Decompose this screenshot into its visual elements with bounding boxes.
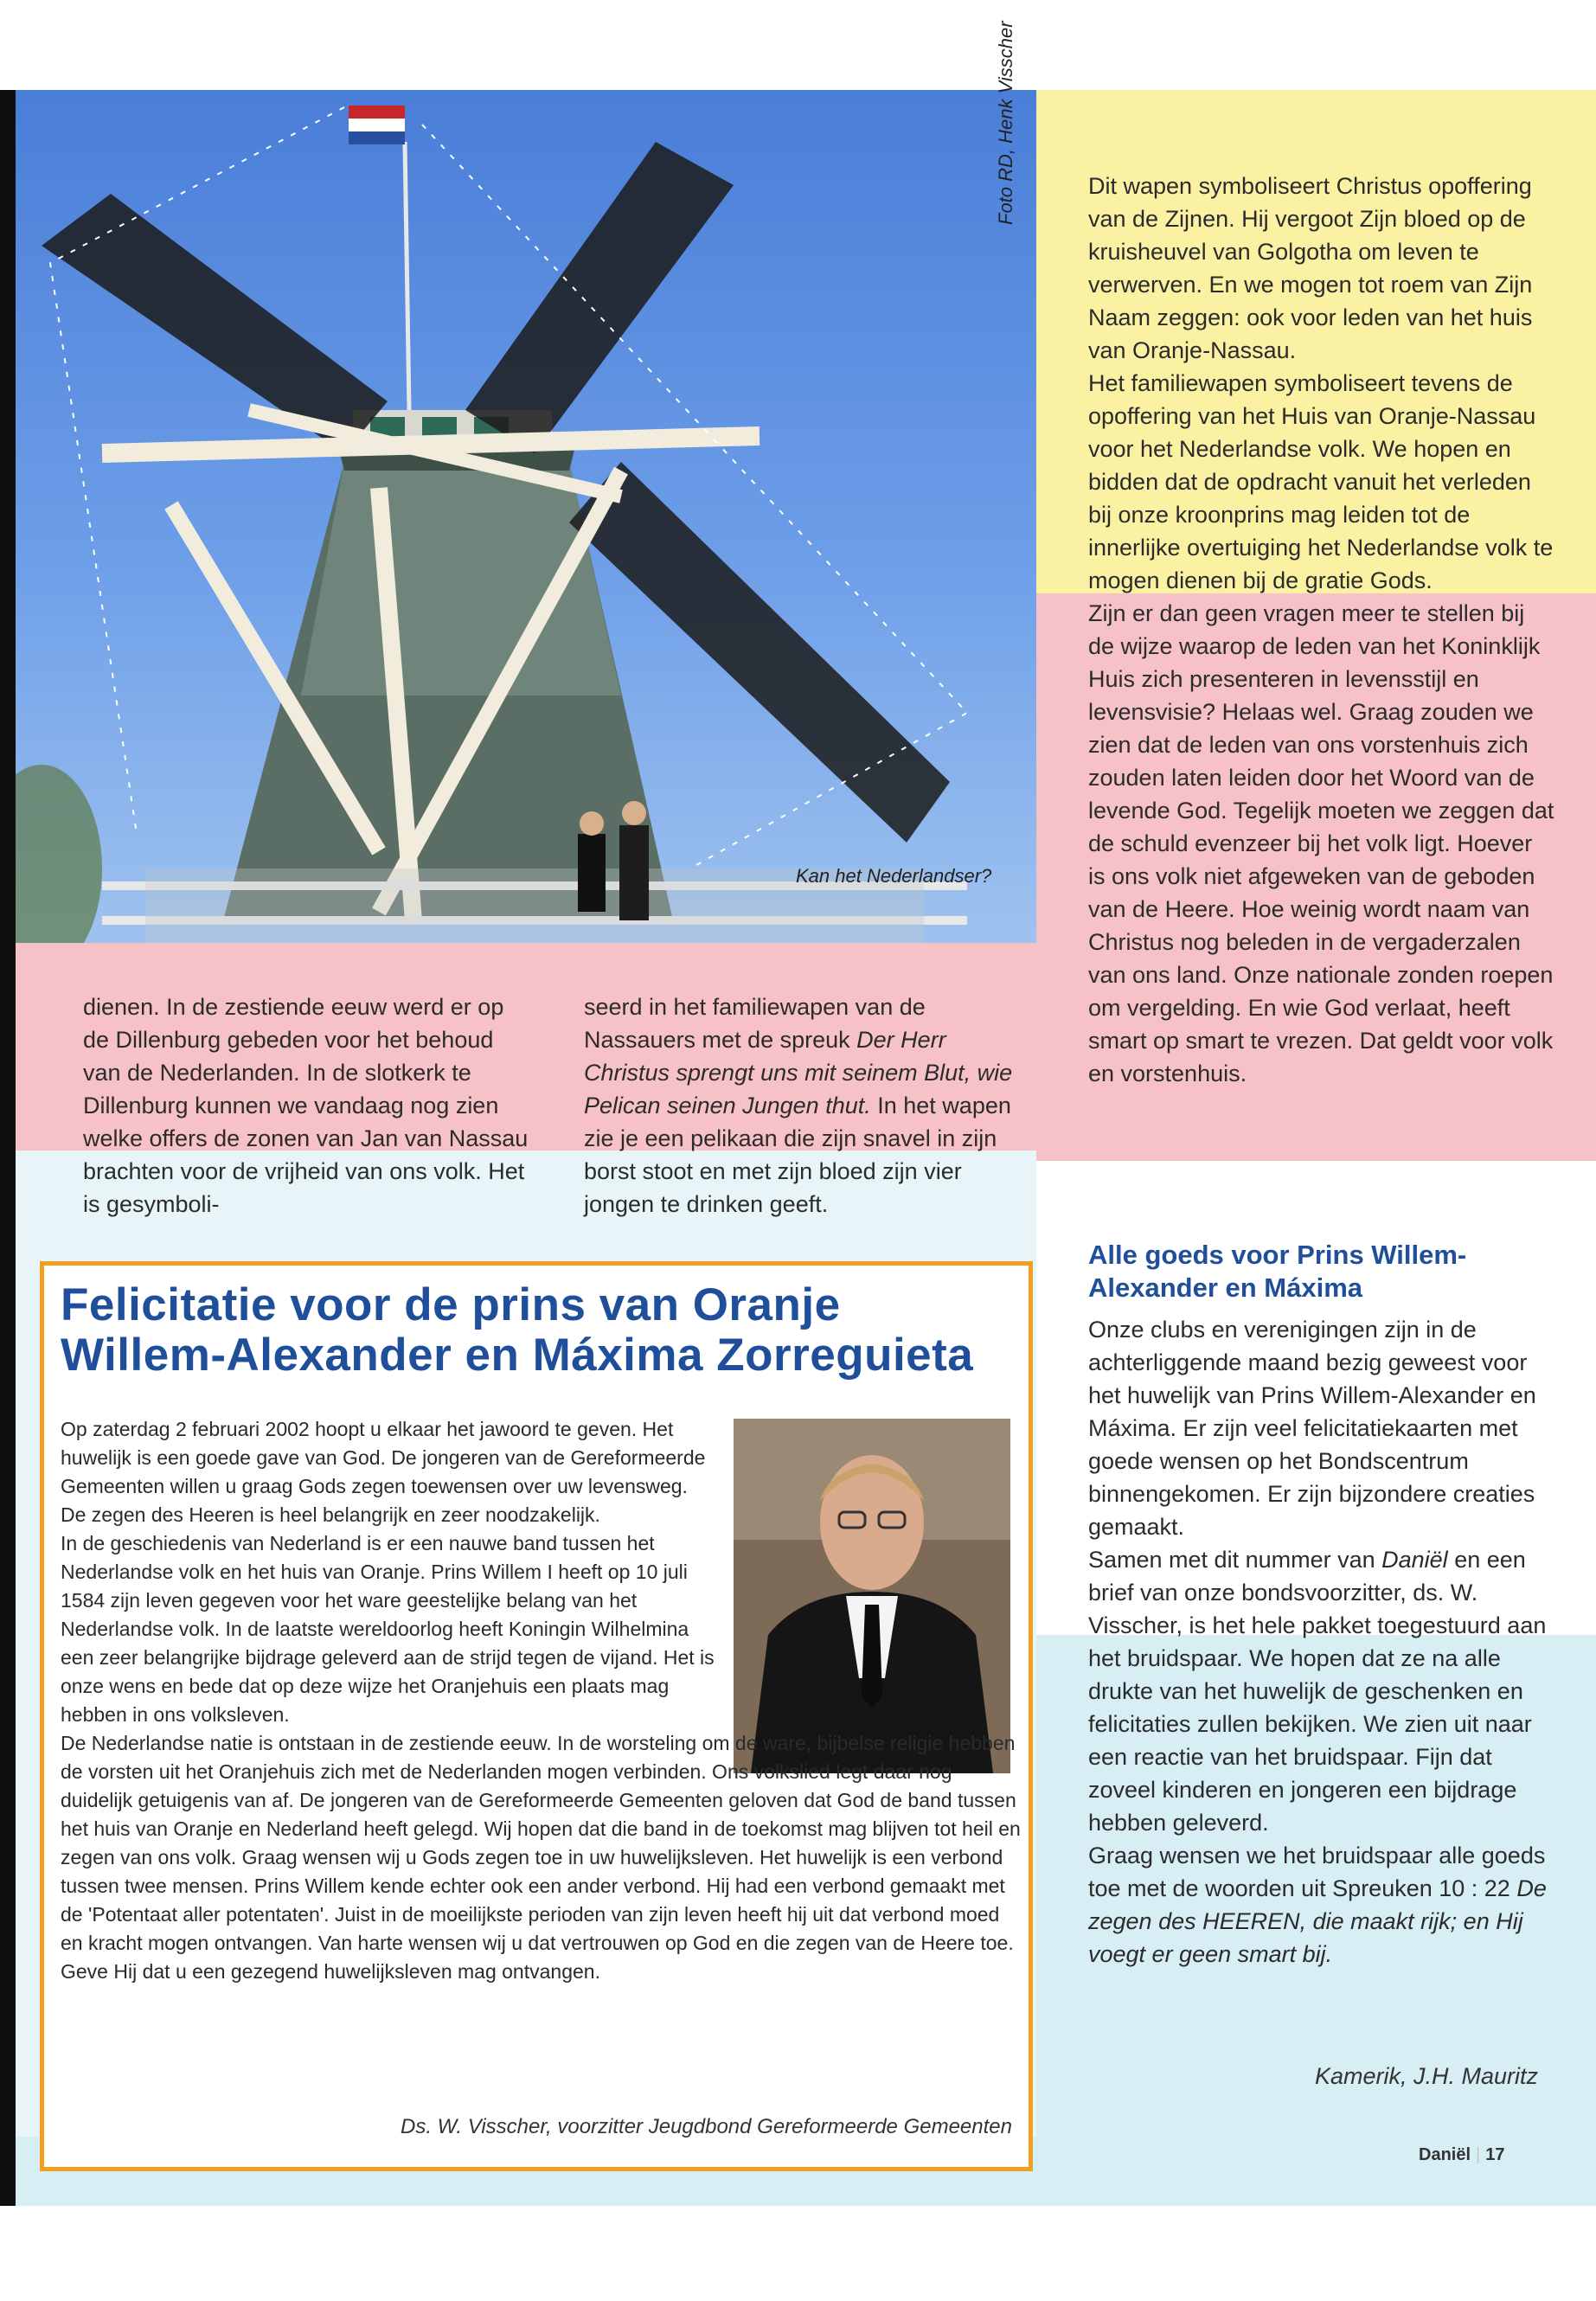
- windmill-photo: [16, 90, 1036, 943]
- column-2-paragraph: [584, 990, 1034, 1221]
- felicitation-paragraph-2: In de geschiedenis van Nederland is er een nauwe band tussen het Nederlandse volk en het huis van Oranje. Prins Willem I heeft op 10 juli 1584 zijn leven gegeven voor het ware geestelijke belang van het Nederlandse volk. In de laatste wereldoorlog heeft Koningin Wilhelmina een zeer belangrijke bijdrage geleverd aan de strijd tegen de vijand. Het is onze wens en bede dat op deze wijze het Oranjehuis een plaats mag hebben in ons volksleven.: [61, 1532, 715, 1726]
- column-2-text-b: In het wapen zie je een pelikaan die zijn snavel in zijn borst stoot en met zijn bloed zijn vier jongen te drinken geeft.: [584, 1093, 1011, 1217]
- section-paragraph-2-end: en een brief van onze bondsvoorzitter, ds. W. Visscher, is het hele pakket toegestuurd aan het bruidspaar. We hopen dat ze na alle drukte van het huwelijk de geschenken en felicitaties zullen bekijken. We zien uit naar een reactie van het bruidspaar. Fijn dat zoveel kinderen en jongeren een bijdrage hebben geleverd.: [1088, 1547, 1547, 1836]
- photo-caption: Kan het Nederlandser?: [796, 865, 992, 887]
- article-column-3: [1088, 170, 1555, 1090]
- section-paragraph-1: Onze clubs en verenigingen zijn in de achterliggende maand bezig geweest voor het huwelijk van Prins Willem-Alexander en Máxima. Er zijn veel felicitatiekaarten met goede wensen op het Bondscentrum binnengekomen. Er zijn bijzondere creaties gemaakt.: [1088, 1317, 1536, 1540]
- article-column-2: [584, 990, 1034, 1221]
- section-paragraph-3: [1088, 1839, 1555, 1971]
- section-paragraph-3-start: Graag wensen we het bruidspaar alle goeds toe met de woorden uit Spreuken 10 : 22: [1088, 1843, 1546, 1901]
- footer-magazine: Daniël: [1419, 2145, 1471, 2164]
- column-3-paragraph-1: Dit wapen symboliseert Christus opoffering van de Zijnen. Hij vergoot Zijn bloed op de kruisheuvel van Golgotha om leven te verwerven. En we mogen tot roem van Zijn Naam zeggen: ook voor leden van het huis van Oranje-Nassau.: [1088, 173, 1533, 363]
- felicitation-title: [61, 1280, 1021, 1381]
- section-author: Kamerik, J.H. Mauritz: [1314, 2063, 1538, 2089]
- column-3-paragraph-2: Het familiewapen symboliseert tevens de opoffering van het Huis van Oranje-Nassau voor het Nederlandse volk. We hopen en bidden dat de opdracht vanuit het verleden bij onze kroonprins mag leiden tot de innerlijke overtuiging het Nederlandse volk te mogen dienen bij de gratie Gods.: [1088, 370, 1554, 593]
- felicitation-title-line-2: Willem-Alexander en Máxima Zorreguieta: [61, 1330, 974, 1381]
- section-body: [1088, 1313, 1555, 1971]
- column-2-text-a: seerd in het familiewapen van de Nassauers met de spreuk: [584, 994, 926, 1053]
- photo-credit: Foto RD, Henk Visscher: [995, 21, 1016, 225]
- felicitation-body: [61, 1415, 1021, 1986]
- article-column-1: [83, 990, 533, 1221]
- page-footer: [1419, 2145, 1504, 2165]
- section-heading: Alle goeds voor Prins Willem-Alexander en Máxima: [1088, 1240, 1467, 1303]
- felicitation-paragraph-1: Op zaterdag 2 februari 2002 hoopt u elkaar het jawoord te geven. Het huwelijk is een goede gave van God. De jongeren van de Gereformeerde Gemeenten willen u graag Gods zegen toewensen over uw levensweg. De zegen des Heeren is heel belangrijk en zeer noodzakelijk.: [61, 1418, 706, 1526]
- felicitation-title-line-1: Felicitatie voor de prins van Oranje: [61, 1279, 841, 1330]
- bible-quote: De zegen des HEEREN, die maakt rijk; en Hij voegt er geen smart bij.: [1088, 1875, 1547, 1967]
- section-paragraph-2: [1088, 1543, 1555, 1839]
- page-number: 17: [1485, 2145, 1505, 2164]
- footer-separator: |: [1476, 2145, 1481, 2164]
- section-paragraph-2-start: Samen met dit nummer van: [1088, 1547, 1382, 1573]
- felicitation-signature: Ds. W. Visscher, voorzitter Jeugdbond Gereformeerde Gemeenten: [400, 2115, 1012, 2138]
- column-1-text: dienen. In de zestiende eeuw werd er op de Dillenburg gebeden voor het behoud van de Nederlanden. In de slotkerk te Dillenburg kunnen we vandaag nog zien welke offers de zonen van Jan van Nassau brachten voor de vrijheid van ons volk. Het is gesymboli-: [83, 994, 529, 1217]
- felicitation-paragraph-3: De Nederlandse natie is ontstaan in de zestiende eeuw. In de worsteling om de ware, bijbelse religie hebben de vorsten uit het Oranjehuis zich met de Nederlanden mogen verbinden. Ons volkslied legt daar nog duidelijk getuigenis van af. De jongeren van de Gereformeerde Gemeenten geloven dat God de band tussen het huis van Oranje en Nederland heeft gelegd. Wij hopen dat die band in de toekomst mag blijven tot heil en zegen van ons volk. Graag wensen wij u Gods zegen toe in uw huwelijksleven. Het huwelijk is een verbond tussen twee mensen. Prins Willem kende echter ook een ander verbond. Hij had een verbond gemaakt met de 'Potentaat aller potentaten'. Juist in de moeilijkste perioden van zijn leven heeft hij uit dat verbond moed en kracht mogen ontvangen. Van harte wensen wij u dat vertrouwen op God en die zegen van de Heere toe. Geve Hij dat u een gezegend huwelijksleven mag ontvangen.: [61, 1732, 1021, 1983]
- page-edge: [0, 90, 16, 2206]
- nassau-motto: Der Herr Christus sprengt uns mit seinem Blut, wie Pelican seinen Jungen thut.: [584, 1027, 1013, 1118]
- magazine-title: Daniël: [1381, 1547, 1448, 1573]
- column-3-paragraph-3: Zijn er dan geen vragen meer te stellen bij de wijze waarop de leden van het Koninklijk Huis zich presenteren in levensstijl en levensvisie? Helaas wel. Graag zouden we zien dat de leden van ons vorstenhuis zich zouden laten leiden door het Woord van de levende God. Tegelijk moeten we zeggen dat de schuld evenzeer bij het volk ligt. Hoever is ons volk niet afgeweken van de geboden van de Heere. Hoe weinig wordt naam van Christus nog beleden in de vergaderzalen van ons land. Onze nationale zonden roepen om vergelding. En wie God verlaat, heeft smart op smart te vrezen. Dat geldt voor volk en vorstenhuis.: [1088, 600, 1554, 1086]
